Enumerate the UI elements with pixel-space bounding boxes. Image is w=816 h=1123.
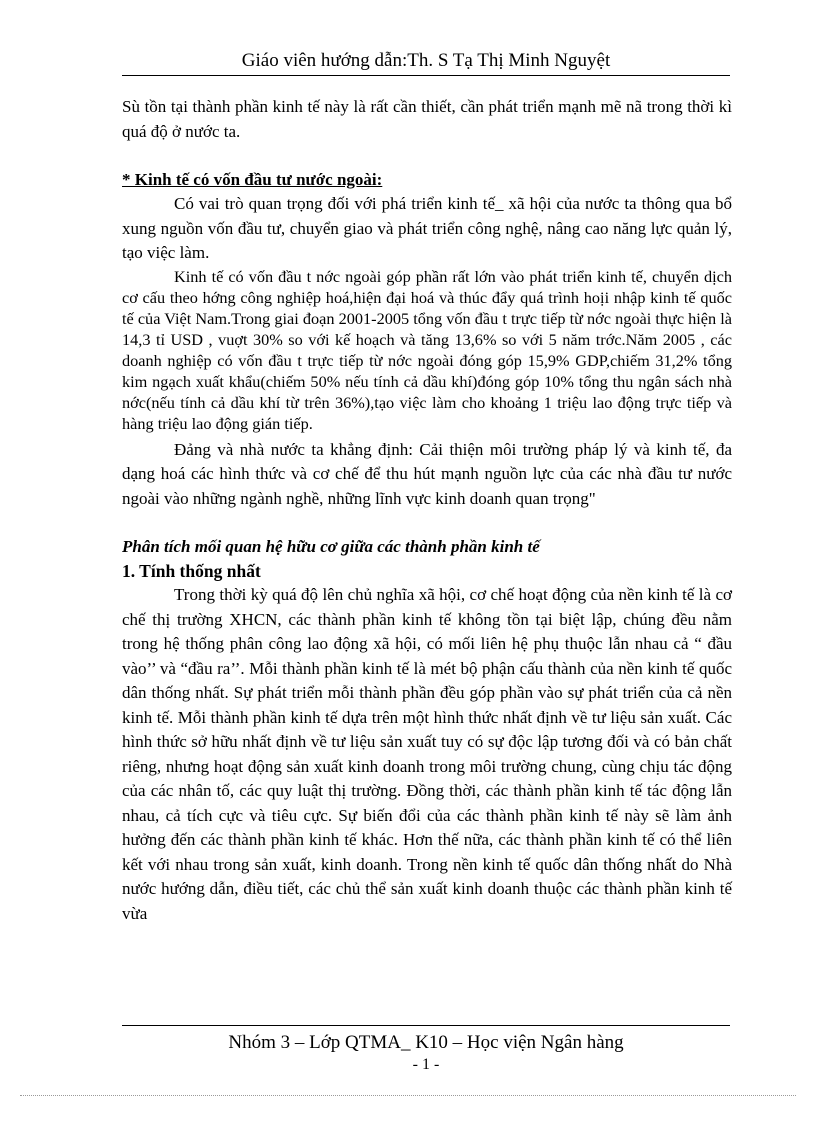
- paragraph-fdi-contribution: Kinh tế có vốn đầu t nớc ngoài góp phần rất lớn vào phát triển kinh tế, chuyển dịch cơ cấu theo hớng công nghiệp hoá,hiện đại hoá và thúc đẩy quá trình hoịi nhập kinh tế quốc tế của Việt Nam.Trong giai đoạn 2001-2005 tổng vốn đầu t trực tiếp từ nớc ngoài thực hiện là 14,3 tỉ USD , vuợt 30% so với kế hoạch và tăng 13,6% so với 5 năm trớc.Năm 2005 , các doanh nghiệp có vốn đầu t trực tiếp từ nớc ngoài đóng góp 15,9% GDP,chiếm 31,2% tổng kim ngạch xuất khẩu(chiếm 50% nếu tính cả dầu khí)đóng góp 10% tổng thu ngân sách nhà nớc(nếu tính cả dầu khí từ trên 36%),tạo việc làm cho khoảng 1 triệu lao động trực tiếp và hàng triệu lao động gián tiếp.: [122, 266, 732, 433]
- paragraph-party-statement: Đảng và nhà nước ta khẳng định: Cải thiện môi trường pháp lý và kinh tế, đa dạng hoá các hình thức và cơ chế để thu hút mạnh nguồn lực của các nhà đầu tư nước ngoài vào những ngành nghề, những lĩnh vực kinh doanh quan trọng": [122, 439, 732, 508]
- header-rule: [122, 75, 730, 76]
- footer-rule: [122, 1025, 730, 1026]
- paragraph-unity: Trong thời kỳ quá độ lên chủ nghĩa xã hội, cơ chế hoạt động của nền kinh tế là cơ chế thị trường XHCN, các thành phần kinh tế không tồn tại biệt lập, chúng đều nằm trong hệ thống phân công lao động xã hội, có mối liên hệ phụ thuộc lẫn nhau cả “ đầu vào’’ và “đầu ra’’. Mỗi thành phần kinh tế là mét bộ phận cấu thành của nền kinh tế quốc dân thống nhất. Sự phát triển mỗi thành phần đều góp phần vào sự phát triển của cả nền kinh tế. Mỗi thành phần kinh tế dựa trên một hình thức nhất định về tư liệu sản xuất. Các hình thức sở hữu nhất định về tư liệu sản xuất tuy có sự độc lập tương đối và có bản chất riêng, nhưng hoạt động sản xuất kinh doanh trong môi trường chung, cùng chịu tác động của các nhân tố, các quy luật thị trường. Đồng thời, các thành phần kinh tế tác động lẫn nhau, cả tích cực và tiêu cực. Sự biến đổi của các thành phần kinh tế này sẽ làm ảnh hưởng đến các thành phần kinh tế khác. Hơn thế nữa, các thành phần kinh tế có thể liên kết với nhau trong sản xuất, kinh doanh. Trong nền kinh tế quốc dân thống nhất do Nhà nước hướng dẫn, điều tiết, các chủ thể sản xuất kinh doanh thuộc các thành phần kinh tế vừa: [122, 585, 732, 923]
- page-number: - 1 -: [412, 1056, 440, 1073]
- paragraph-intro: Sù tồn tại thành phần kinh tế này là rất cần thiết, cần phát triển mạnh mẽ nã trong thời kì quá độ ở nước ta.: [122, 97, 732, 141]
- page-header: Giáo viên hướng dẫn:Th. S Tạ Thị Minh Nguyệt: [241, 50, 611, 71]
- page-footer: Nhóm 3 – Lớp QTMA_ K10 – Học viện Ngân hàng: [228, 1032, 624, 1053]
- document-body: [122, 95, 732, 926]
- paragraph-fdi-role: Có vai trò quan trọng đối với phá triển kinh tế_ xã hội của nước ta thông qua bổ xung nguồn vốn đầu tư, chuyển giao và phát triển công nghệ, nâng cao năng lực quản lý, tạo việc làm.: [122, 194, 732, 262]
- page-edge-divider: [20, 1095, 796, 1096]
- section-heading-fdi: * Kinh tế có vốn đầu tư nước ngoài:: [122, 170, 383, 189]
- section-heading-analysis: Phân tích mối quan hệ hữu cơ giữa các thành phần kinh tế: [122, 537, 540, 556]
- subsection-heading-unity: 1. Tính thống nhất: [122, 561, 261, 581]
